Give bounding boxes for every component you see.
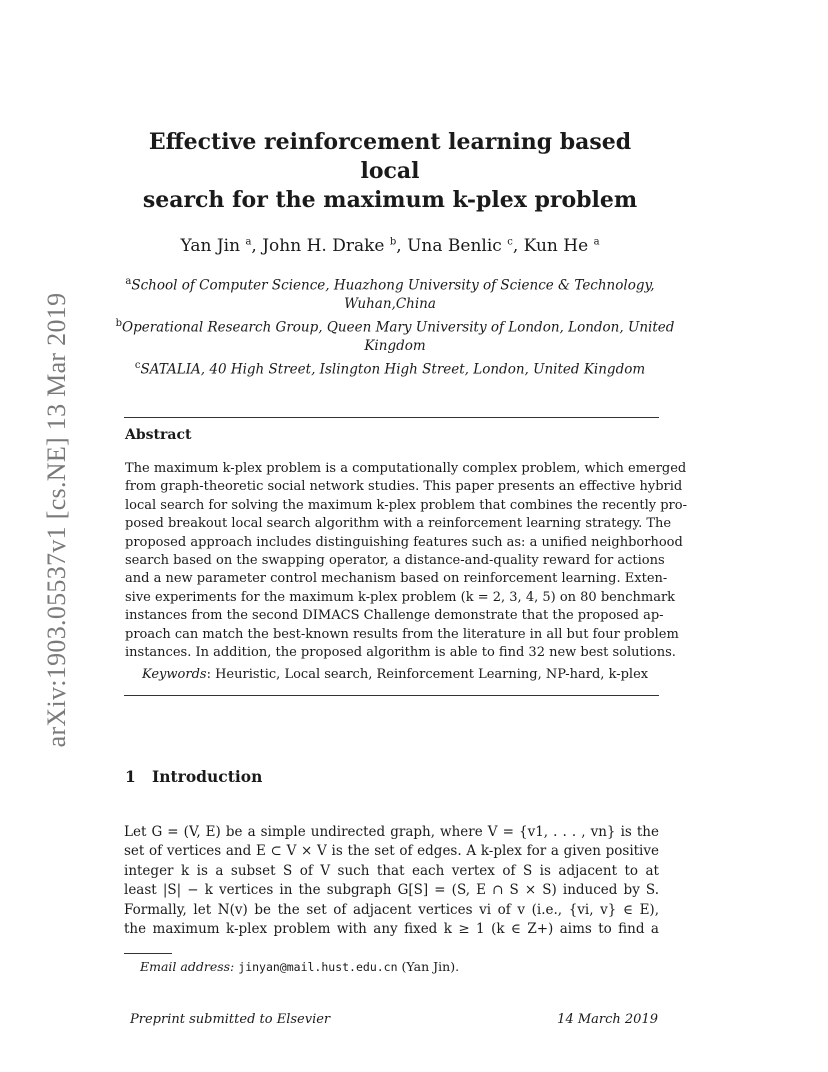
- abstract-line: search based on the swapping operator, a distance-and-quality reward for actions: [125, 553, 665, 569]
- paper-title: [120, 128, 660, 215]
- section-heading: [125, 767, 262, 786]
- section-title: Introduction: [152, 767, 263, 786]
- abstract-line: local search for solving the maximum k-plex problem that combines the recently pro-: [125, 497, 687, 513]
- author-list: Yan Jin $^a$, John H. Drake $^b$, Una Benlic $^c$, Kun He $^a$: [180, 236, 600, 256]
- abstract-line: The maximum k-plex problem is a computationally complex problem, which emerged: [125, 461, 687, 476]
- affiliation-mark: a: [593, 236, 600, 248]
- keywords-list: : Heuristic, Local search, Reinforcement Learning, NP-hard, k-plex: [206, 667, 649, 682]
- footnote-rule: [124, 953, 172, 954]
- footnote-label: Email address:: [140, 959, 235, 974]
- abstract-line: proposed approach includes distinguishing features such as: a unified neighborhood: [125, 534, 683, 550]
- abstract-top-rule: [124, 417, 659, 418]
- affiliation-mark: b: [389, 236, 397, 248]
- abstract-bottom-rule: [124, 695, 659, 696]
- affiliation-mark: b: [115, 318, 123, 329]
- abstract-heading: Abstract: [125, 427, 192, 443]
- affiliation-mark: c: [134, 360, 141, 371]
- affiliation-mark: a: [245, 236, 252, 248]
- affiliation-c-line-1: SATALIA, 40 High Street, Islington High Street, London, United Kingdom: [140, 361, 646, 378]
- affiliation-b-line-1: Operational Research Group, Queen Mary University of London, London, United: [122, 319, 675, 336]
- affiliation-a: [110, 273, 670, 313]
- email-address: jinyan@mail.hust.edu.cn: [238, 960, 398, 974]
- abstract-line: instances from the second DIMACS Challenge demonstrate that the proposed ap-: [125, 608, 664, 624]
- abstract-line: sive experiments for the maximum k-plex problem (k = 2, 3, 4, 5) on 80 benchmark: [125, 589, 676, 605]
- affiliation-mark: a: [125, 276, 132, 287]
- abstract-line: posed breakout local search algorithm with a reinforcement learning strategy. The: [125, 516, 672, 532]
- author-name: Kun He: [523, 236, 589, 256]
- affiliation-c: [110, 357, 670, 379]
- abstract-line: and a new parameter control mechanism based on reinforcement learning. Exten-: [125, 571, 668, 587]
- author-name: Yan Jin: [180, 236, 241, 256]
- section-number: 1: [125, 767, 136, 786]
- abstract-line: from graph-theoretic social network studies. This paper presents an effective hybrid: [125, 479, 683, 495]
- intro-line: least |S| − k vertices in the subgraph G[S] = (S, E ∩ S × S) induced by S.: [124, 882, 659, 899]
- affiliation-b: [115, 315, 675, 355]
- author-name: John H. Drake: [262, 236, 385, 256]
- abstract-body: [125, 460, 687, 662]
- title-line-1: Effective reinforcement learning based local: [148, 129, 632, 184]
- abstract-line: instances. In addition, the proposed algorithm is able to find 32 new best solutions.: [125, 645, 676, 661]
- affiliation-b-line-2: Kingdom: [364, 337, 426, 354]
- keywords-label: Keywords: [142, 667, 207, 682]
- title-line-2: search for the maximum k-plex problem: [142, 187, 638, 213]
- intro-line: set of vertices and E ⊂ V × V is the set of edges. A k-plex for a given positive: [124, 843, 659, 860]
- affiliation-a-line-2: Wuhan,China: [344, 295, 436, 312]
- author-name: Una Benlic: [407, 236, 502, 256]
- intro-line: Let G = (V, E) be a simple undirected graph, where V = {v1, . . . , vn} is the: [124, 824, 659, 840]
- footnote: [140, 959, 459, 974]
- intro-line: the maximum k-plex problem with any fixed k ≥ 1 (k ∈ Z+) aims to find a: [124, 921, 659, 938]
- intro-line: Formally, let N(v) be the set of adjacent vertices vi of v (i.e., {vi, v} ∈ E),: [124, 901, 659, 918]
- affiliation-a-line-1: School of Computer Science, Huazhong University of Science & Technology,: [131, 277, 655, 294]
- abstract-line: proach can match the best-known results from the literature in all but four problem: [125, 626, 679, 642]
- keywords: [142, 667, 648, 682]
- introduction-body: [124, 823, 659, 939]
- footer-date: 14 March 2019: [557, 1012, 658, 1027]
- arxiv-identifier-stamp: arXiv:1903.05537v1 [cs.NE] 13 Mar 2019: [42, 292, 71, 748]
- affiliation-mark: c: [507, 236, 513, 248]
- footnote-author: (Yan Jin).: [401, 959, 460, 974]
- footer-preprint-note: Preprint submitted to Elsevier: [130, 1012, 331, 1027]
- intro-line: integer k is a subset S of V such that each vertex of S is adjacent to at: [124, 862, 659, 879]
